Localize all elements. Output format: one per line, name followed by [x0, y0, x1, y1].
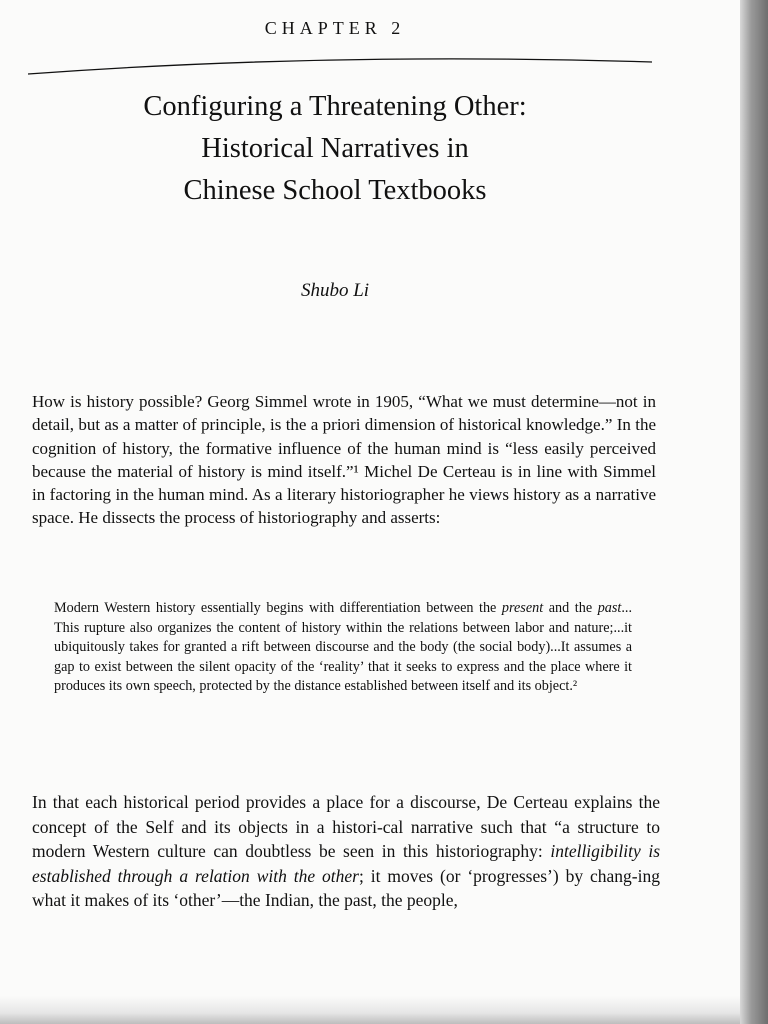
page-side-edge — [740, 0, 768, 1024]
title-line-3: Chinese School Textbooks — [183, 175, 487, 206]
chapter-title — [30, 86, 640, 212]
paragraph-2-emphasis: intelligibility is established through a relation with the other — [32, 841, 661, 886]
title-line-2: Historical Narratives in — [201, 133, 469, 164]
quote-part-2: and the — [543, 600, 598, 616]
paragraph-2-part-2: ; it moves (or ‘progresses’) by chang-ing what it makes of its ‘other’—the Indian, the past, the people, — [32, 865, 661, 911]
quote-part-3: ... This rupture also organizes the content of history within the relations between labor and nature;...it ubiquitously takes for granted a rift between discourse and the body (the social body)...It assumes a gap to exist between the silent opacity of the ‘reality’ that it seeks to express and the place where it produces its own speech, protected by the distance established between itself and its object.² — [54, 600, 632, 694]
block-quote — [54, 599, 632, 697]
chapter-heading: CHAPTER 2 — [264, 18, 406, 38]
title-line-1: Configuring a Threatening Other: — [143, 91, 527, 122]
chapter-rule — [28, 58, 652, 78]
body-paragraph-2 — [32, 790, 660, 913]
quote-emphasis-present: present — [501, 600, 544, 616]
page-bottom-edge — [0, 996, 740, 1024]
body-paragraph-1: How is history possible? Georg Simmel wrote in 1905, “What we must determine—not in detail, but as a matter of principle, is the a priori dimension of historical knowledge.” In the cognition of history, the formative influence of the human mind is “less easily perceived because the material of history is mind itself.”¹ Michel De Certeau is in line with Simmel in factoring in the human mind. As a literary historiographer he views history as a narrative space. He dissects the process of historiography and asserts: — [32, 392, 656, 528]
author-name: Shubo Li — [300, 280, 370, 301]
quote-part-1: Modern Western history essentially begins with differentiation between the — [54, 600, 502, 616]
paragraph-2-part-1: In that each historical period provides a place for a discourse, De Certeau explains the concept of the Self and its objects in a histori-cal narrative such that “a structure to modern Western culture can doubtless be seen in this historiography: — [32, 792, 660, 862]
quote-emphasis-past: past — [597, 600, 622, 616]
